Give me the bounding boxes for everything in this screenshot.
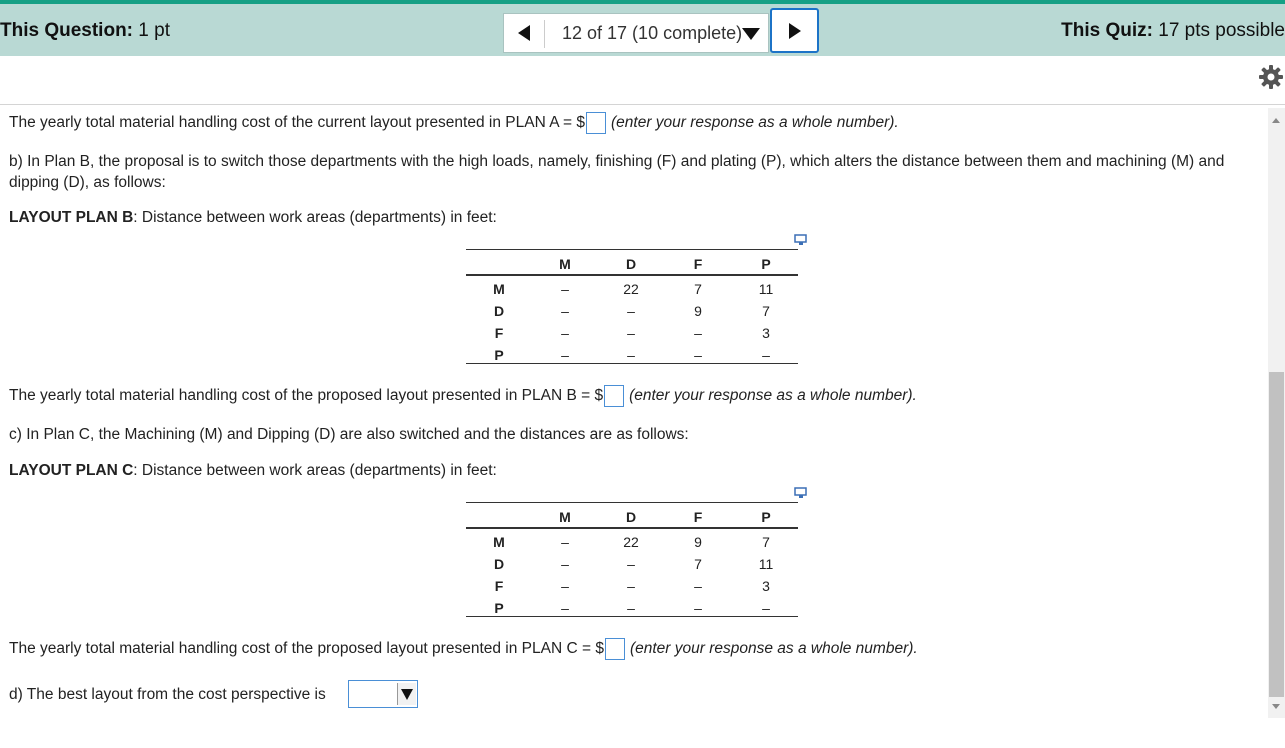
plan-c-title-rest: : Distance between work areas (departments) in feet: — [133, 462, 497, 479]
question-points: 1 pt — [138, 20, 170, 41]
copy-icon[interactable] — [794, 487, 808, 499]
next-arrow-icon — [789, 23, 801, 39]
plan-b-title-bold: LAYOUT PLAN B — [9, 209, 134, 226]
gear-icon[interactable] — [1258, 64, 1284, 90]
plan-c-cost-line — [9, 638, 918, 660]
row-label: D — [493, 303, 505, 319]
part-d-text: d) The best layout from the cost perspective is — [9, 686, 326, 703]
col-header: D — [625, 509, 637, 525]
row-label: F — [494, 325, 504, 341]
col-header: P — [761, 509, 771, 525]
table-bottom-rule — [466, 363, 798, 364]
best-layout-select[interactable] — [348, 680, 418, 708]
scroll-down-arrow-icon[interactable] — [1272, 704, 1280, 709]
plan-b-cost-text: The yearly total material handling cost of the proposed layout presented in PLAN B = $ — [9, 387, 604, 405]
plan-c-cost-text: The yearly total material handling cost of the proposed layout presented in PLAN C = $ — [9, 640, 604, 658]
plan-a-response-hint: (enter your response as a whole number). — [610, 114, 899, 132]
part-c-description: c) In Plan C, the Machining (M) and Dipping (D) are also switched and the distances are as follows: — [9, 426, 689, 443]
plan-b-title-rest: : Distance between work areas (departments) in feet: — [133, 209, 497, 226]
plan-a-cost-line — [9, 112, 899, 134]
table-cell: – — [561, 578, 569, 594]
table-bottom-rule — [466, 616, 798, 617]
table-cell: 7 — [762, 534, 770, 550]
table-cell: – — [627, 347, 635, 363]
plan-b-answer-input[interactable] — [604, 385, 624, 407]
table-cell: – — [561, 325, 569, 341]
plan-a-cost-text: The yearly total material handling cost of the current layout presented in PLAN A = $ — [9, 114, 585, 132]
vertical-scrollbar[interactable] — [1268, 108, 1285, 718]
table-cell: – — [694, 347, 702, 363]
plan-c-title — [9, 462, 497, 480]
row-label: D — [493, 556, 505, 572]
table-header-rule — [466, 274, 798, 276]
row-label: F — [494, 578, 504, 594]
table-cell: 22 — [623, 281, 639, 297]
table-cell: – — [694, 578, 702, 594]
col-header: M — [559, 256, 571, 272]
question-label: This Question: — [0, 20, 133, 41]
table-cell: 3 — [762, 325, 770, 341]
table-cell: 7 — [694, 556, 702, 572]
part-b-description: b) In Plan B, the proposal is to switch those departments with the high loads, namely, finishing (F) and plating (P), which alters the distance between them and machining (M) and dipping (D), as follows: — [9, 153, 1225, 191]
table-cell: – — [561, 534, 569, 550]
plan-c-answer-input[interactable] — [605, 638, 625, 660]
plan-b-response-hint: (enter your response as a whole number). — [629, 387, 917, 405]
table-cell: – — [627, 600, 635, 616]
question-content — [9, 105, 1264, 748]
copy-icon[interactable] — [794, 234, 808, 246]
question-navigator — [503, 13, 769, 53]
plan-c-response-hint: (enter your response as a whole number). — [629, 640, 918, 658]
table-cell: – — [561, 600, 569, 616]
plan-b-title — [9, 209, 497, 227]
table-cell: – — [627, 325, 635, 341]
plan-c-title-bold: LAYOUT PLAN C — [9, 462, 134, 479]
quiz-points: 17 pts possible — [1158, 20, 1285, 41]
table-cell: 7 — [762, 303, 770, 319]
table-cell: 9 — [694, 303, 702, 319]
table-cell: 9 — [694, 534, 702, 550]
table-cell: – — [694, 325, 702, 341]
table-cell: – — [694, 600, 702, 616]
question-header-bar — [0, 0, 1285, 56]
col-header: F — [693, 509, 703, 525]
question-progress-selector[interactable]: 12 of 17 (10 complete) — [562, 23, 743, 43]
table-top-rule — [466, 249, 798, 250]
next-question-button[interactable] — [770, 8, 819, 53]
plan-a-answer-input[interactable] — [586, 112, 606, 134]
previous-question-button[interactable] — [504, 14, 544, 52]
nav-divider — [544, 20, 545, 48]
table-cell: 11 — [758, 281, 774, 297]
table-cell: 7 — [694, 281, 702, 297]
table-cell: – — [561, 303, 569, 319]
previous-arrow-icon — [518, 25, 530, 41]
table-cell: 3 — [762, 578, 770, 594]
scrollbar-thumb[interactable] — [1269, 372, 1284, 697]
table-cell: – — [561, 281, 569, 297]
row-label: P — [494, 600, 504, 616]
row-label: P — [494, 347, 504, 363]
col-header: M — [559, 509, 571, 525]
row-label: M — [493, 281, 505, 297]
table-cell: – — [627, 578, 635, 594]
dropdown-arrow-icon — [401, 689, 413, 700]
scroll-up-arrow-icon[interactable] — [1272, 118, 1280, 123]
col-header: D — [625, 256, 637, 272]
table-cell: – — [561, 347, 569, 363]
select-arrow-button[interactable] — [397, 683, 416, 705]
col-header: F — [693, 256, 703, 272]
col-header: P — [761, 256, 771, 272]
table-cell: – — [561, 556, 569, 572]
dropdown-arrow-icon[interactable] — [742, 28, 760, 40]
quiz-points-info — [1061, 20, 1285, 42]
table-cell: 11 — [758, 556, 774, 572]
plan-b-cost-line — [9, 385, 917, 407]
quiz-label: This Quiz: — [1061, 20, 1153, 41]
table-header-rule — [466, 527, 798, 529]
table-cell: – — [627, 303, 635, 319]
table-top-rule — [466, 502, 798, 503]
table-cell: – — [762, 347, 770, 363]
table-cell: 22 — [623, 534, 639, 550]
table-cell: – — [627, 556, 635, 572]
table-cell: – — [762, 600, 770, 616]
row-label: M — [493, 534, 505, 550]
question-points-info — [0, 20, 170, 42]
